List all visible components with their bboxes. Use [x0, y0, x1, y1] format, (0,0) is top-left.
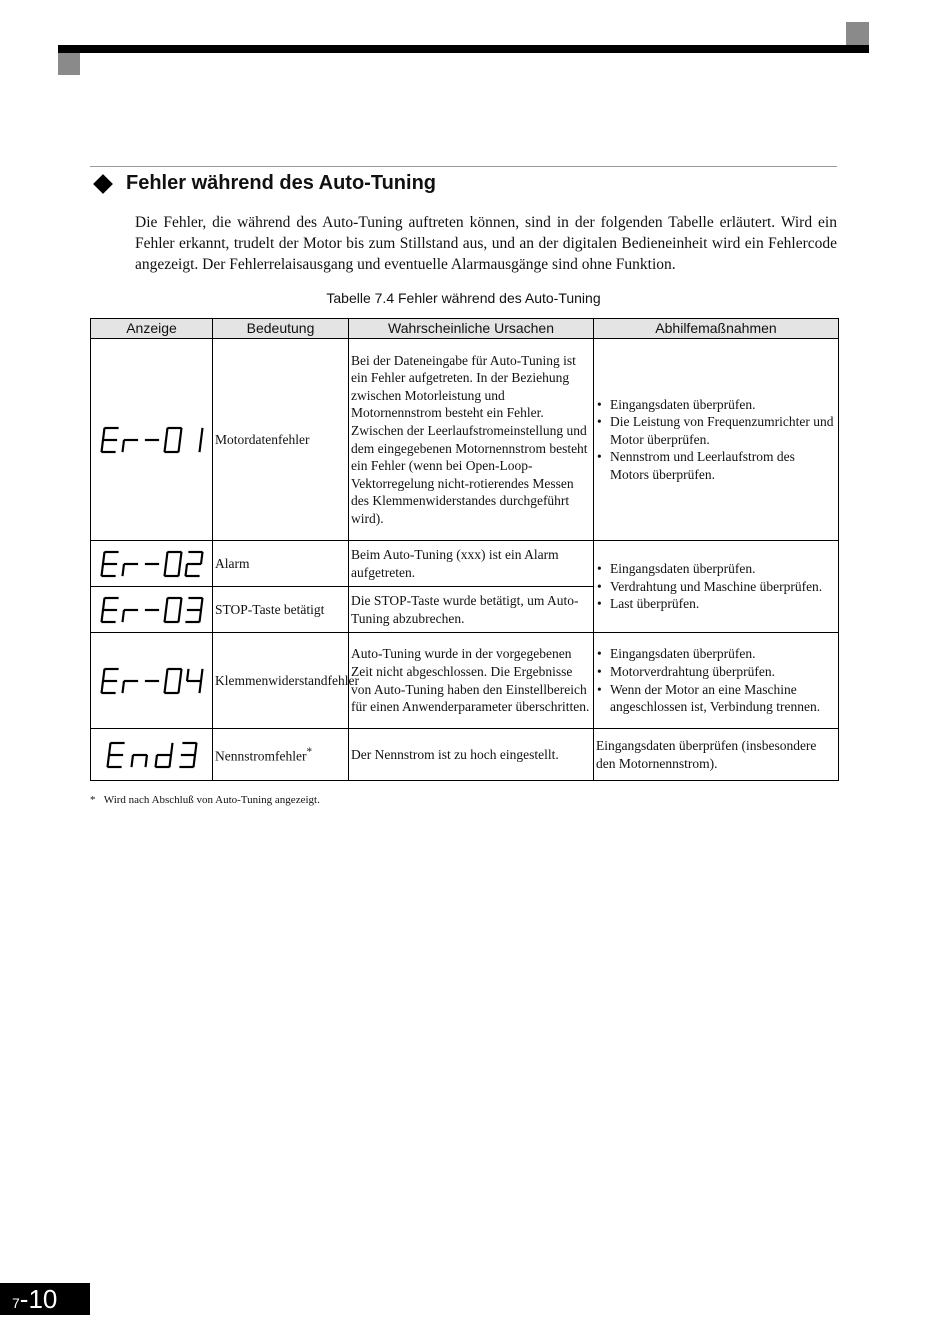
remedies-cell: Eingangsdaten überprüfen (insbesondere den Motornennstrom). [594, 729, 839, 781]
meaning-text: Klemmenwiderstandfehler [215, 672, 359, 688]
remedies-list [596, 560, 836, 613]
header-ursachen: Wahrscheinliche Ursachen [349, 319, 594, 339]
header-marker-right [846, 22, 869, 45]
causes-cell: Bei der Dateneingabe für Auto-Tuning ist ein Fehler aufgetreten. In der Beziehung zwischen Motorleistung und Motornennstrom besteht ein Fehler. Zwischen der Leerlaufstromeinstellung und dem eingegebenen Motornennstrom besteht ein Fehler (wenn bei Open-Loop-Vektorregelung nicht-rotierendes Messen des Klemmenwiderstandes durchgeführt wird). [349, 339, 594, 541]
header-bedeutung: Bedeutung [213, 319, 349, 339]
header-abhilfe: Abhilfemaßnahmen [594, 319, 839, 339]
segment-e [122, 682, 123, 692]
footnote-mark: * [306, 745, 313, 758]
segment-c [178, 441, 179, 451]
remedies-cell [594, 541, 839, 633]
segment-c [199, 682, 200, 692]
causes-cell: Der Nennstrom ist zu hoch eingestellt. [349, 729, 594, 781]
diamond-bullet-icon [93, 174, 113, 194]
segment-b [201, 670, 202, 680]
segment-f [166, 429, 167, 439]
segment-b [180, 553, 181, 563]
meaning-cell: Alarm [213, 541, 349, 587]
segment-c [193, 756, 194, 766]
segment-b [195, 744, 196, 754]
segment-c [178, 682, 179, 692]
segment-e [164, 565, 165, 575]
segment-e [155, 756, 156, 766]
meaning-cell: STOP-Taste betätigt [213, 587, 349, 633]
segment-b [171, 744, 172, 754]
page-suffix: -10 [19, 1284, 58, 1314]
intro-paragraph: Die Fehler, die während des Auto-Tuning auftreten können, sind in der folgenden Tabelle erläutert. Wird ein Fehler erkannt, trudelt der Motor bis zum Stillstand aus, und an der digitalen Bedieneinheit wird ein Fehlercode angezeigt. Der Fehlerrelaisausgang und eventuelle Alarmausgänge sind ohne Funktion. [135, 214, 837, 273]
display-cell [91, 633, 213, 729]
error-table [90, 318, 839, 781]
segment-f [103, 670, 104, 680]
segment-e [164, 682, 165, 692]
segment-f [166, 599, 167, 609]
segment-e [164, 611, 165, 621]
segment-f [166, 553, 167, 563]
segment-b [201, 429, 202, 439]
list-item: • Motorverdrahtung überprüfen. [596, 663, 836, 681]
segment-e [107, 756, 108, 766]
meaning-cell: Motordatenfehler [213, 339, 349, 541]
list-item: • Eingangsdaten überprüfen. [596, 645, 836, 663]
segment-c [169, 756, 170, 766]
segment-e [164, 441, 165, 451]
list-item: • Eingangsdaten überprüfen. [596, 396, 836, 414]
segment-f [103, 429, 104, 439]
chapter-number: 7 [12, 1295, 20, 1311]
segment-c [178, 565, 179, 575]
causes-cell: Auto-Tuning wurde in der vorgegebenen Zeit nicht abgeschlossen. Die Ergebnisse von Auto-Tuning haben den Einstellbereich für einen Anwenderparameter überschritten. [349, 633, 594, 729]
display-cell [91, 541, 213, 587]
section-rule [90, 166, 837, 167]
header-marker-left [58, 53, 80, 75]
remedies-list [596, 645, 836, 715]
list-item: • Nennstrom und Leerlaufstrom des Motors überprüfen. [596, 448, 836, 483]
segment-f [109, 744, 110, 754]
segment-e [101, 441, 102, 451]
display-cell [91, 339, 213, 541]
segment-e [185, 565, 186, 575]
footnote [90, 794, 320, 806]
segment-c [199, 611, 200, 621]
table-header-row [91, 319, 839, 339]
segment-e [101, 565, 102, 575]
remedies-cell [594, 633, 839, 729]
segment-f [103, 553, 104, 563]
section-heading [93, 172, 436, 195]
list-item: • Die Leistung von Frequenzumrichter und Motor überprüfen. [596, 413, 836, 448]
segment-c [178, 611, 179, 621]
meaning-cell [213, 729, 349, 781]
remedies-cell [594, 339, 839, 541]
meaning-text: Nennstromfehler [215, 748, 307, 764]
seven-segment-display-er01 [97, 425, 207, 455]
remedies-list [596, 396, 836, 484]
segment-b [180, 429, 181, 439]
segment-e [122, 441, 123, 451]
seven-segment-display-er03 [97, 595, 207, 625]
segment-e [122, 611, 123, 621]
segment-b [201, 599, 202, 609]
page-number [0, 1283, 90, 1315]
segment-e [101, 611, 102, 621]
list-item: • Wenn der Motor an eine Maschine angeschlossen ist, Verbindung trennen. [596, 681, 836, 716]
seven-segment-display-er02 [97, 549, 207, 579]
segment-b [180, 670, 181, 680]
list-item: • Eingangsdaten überprüfen. [596, 560, 836, 578]
segment-f [103, 599, 104, 609]
segment-b [201, 553, 202, 563]
table-row [91, 633, 839, 729]
footnote-text: Wird nach Abschluß von Auto-Tuning angezeigt. [103, 794, 320, 806]
table-row [91, 729, 839, 781]
table-caption: Tabelle 7.4 Fehler während des Auto-Tuning [326, 290, 601, 306]
segment-e [131, 756, 132, 766]
segment-c [199, 441, 200, 451]
section-title: Fehler während des Auto-Tuning [126, 172, 436, 194]
header-anzeige: Anzeige [91, 319, 213, 339]
table-row [91, 541, 839, 587]
causes-cell: Die STOP-Taste wurde betätigt, um Auto-Tuning abzubrechen. [349, 587, 594, 633]
segment-c [145, 756, 146, 766]
header-bar [58, 45, 869, 53]
segment-f [166, 670, 167, 680]
seven-segment-display-end3 [97, 740, 207, 770]
causes-cell: Beim Auto-Tuning (xxx) ist ein Alarm aufgetreten. [349, 541, 594, 587]
segment-b [180, 599, 181, 609]
footnote-mark: * [90, 794, 96, 806]
segment-e [122, 565, 123, 575]
display-cell [91, 587, 213, 633]
list-item: • Verdrahtung und Maschine überprüfen. [596, 578, 836, 596]
list-item: • Last überprüfen. [596, 595, 836, 613]
seven-segment-display-er04 [97, 666, 207, 696]
meaning-cell [213, 633, 359, 729]
table-row [91, 339, 839, 541]
segment-e [101, 682, 102, 692]
display-cell [91, 729, 213, 781]
segment-f [187, 670, 188, 680]
